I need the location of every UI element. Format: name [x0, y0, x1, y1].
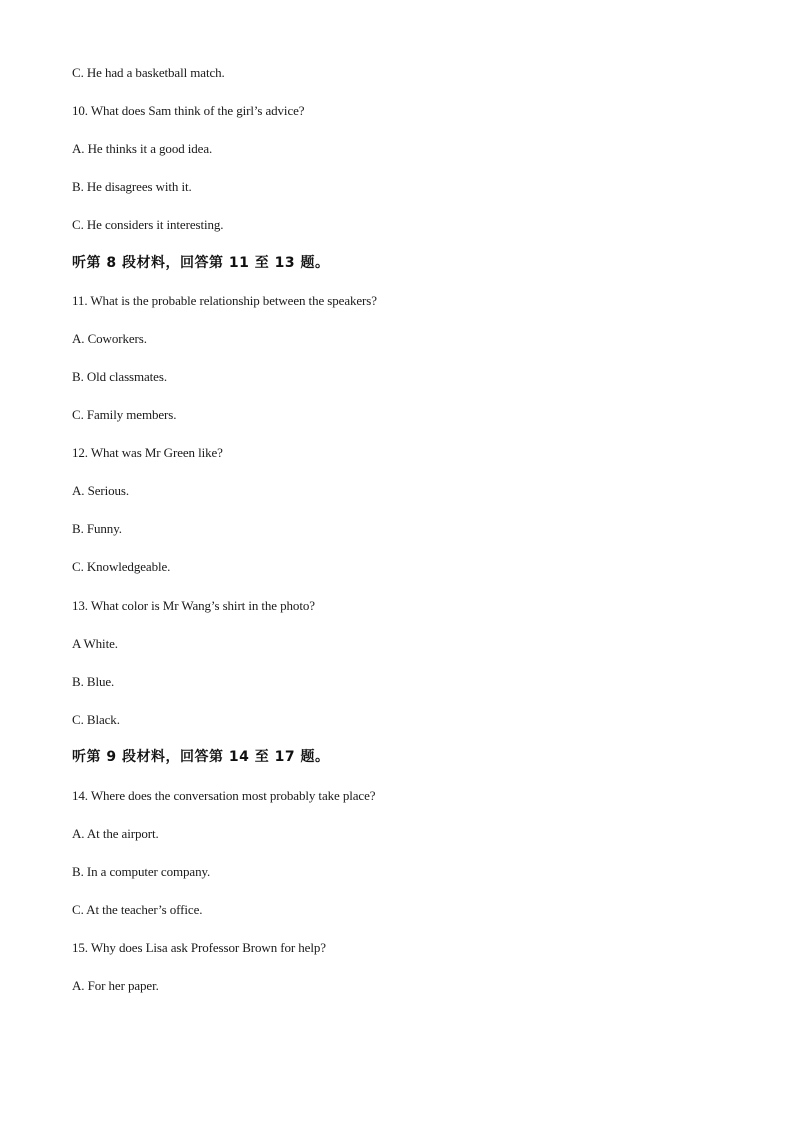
option-11c: C. Family members.	[72, 407, 177, 422]
section-heading-8: 听第 8 段材料，回答第 11 至 13 题。	[72, 255, 330, 271]
question-11: 11. What is the probable relationship between the speakers?	[72, 293, 377, 308]
question-14: 14. Where does the conversation most probably take place?	[72, 788, 376, 803]
option-14b: B. In a computer company.	[72, 864, 211, 879]
option-11b: B. Old classmates.	[72, 369, 167, 384]
option-10b: B. He disagrees with it.	[72, 179, 192, 194]
option-14c: C. At the teacher’s office.	[72, 902, 203, 917]
option-12b: B. Funny.	[72, 521, 122, 536]
option-13b: B. Blue.	[72, 674, 115, 689]
option-10a: A. He thinks it a good idea.	[72, 141, 213, 156]
option-13c: C. Black.	[72, 712, 120, 727]
question-13: 13. What color is Mr Wang’s shirt in the photo?	[72, 598, 315, 613]
option-12c: C. Knowledgeable.	[72, 559, 171, 574]
question-10: 10. What does Sam think of the girl’s advice?	[72, 103, 305, 118]
question-15: 15. Why does Lisa ask Professor Brown for help?	[72, 940, 326, 955]
option-13a: A White.	[72, 636, 118, 651]
option-11a: A. Coworkers.	[72, 331, 147, 346]
option-12a: A. Serious.	[72, 483, 130, 498]
section-heading-9: 听第 9 段材料，回答第 14 至 17 题。	[72, 749, 330, 765]
option-14a: A. At the airport.	[72, 826, 159, 841]
option-15a: A. For her paper.	[72, 978, 159, 993]
option-10c: C. He considers it interesting.	[72, 217, 224, 232]
question-12: 12. What was Mr Green like?	[72, 445, 223, 460]
option-9c: C. He had a basketball match.	[72, 65, 225, 80]
